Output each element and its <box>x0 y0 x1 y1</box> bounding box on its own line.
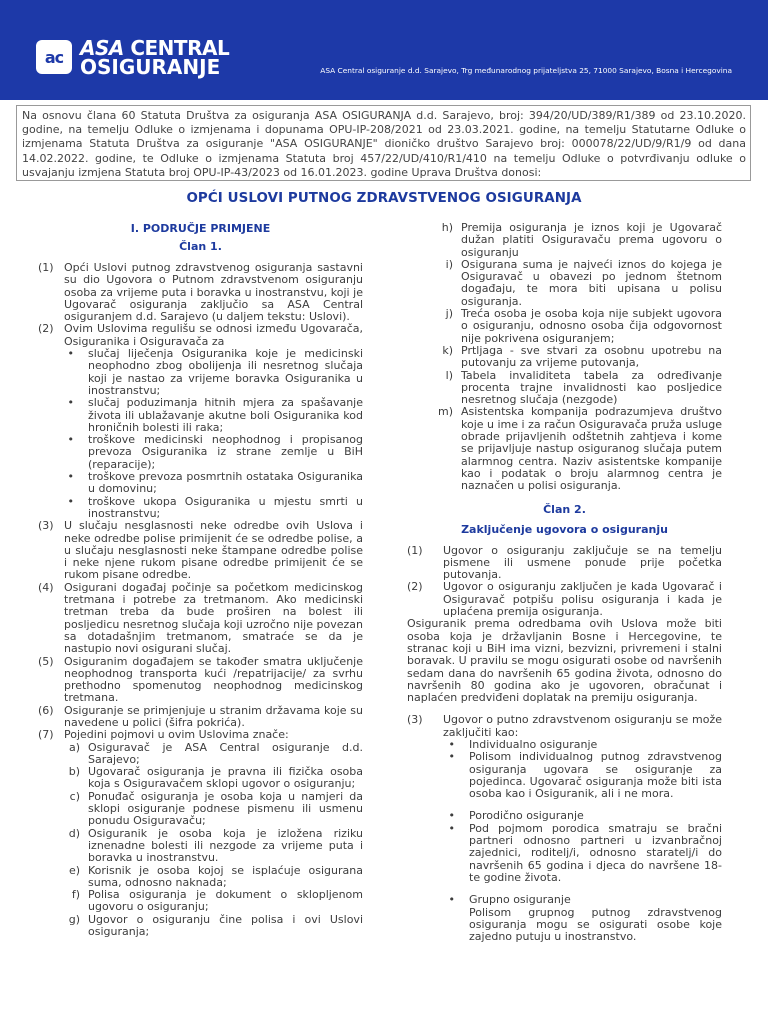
header-banner <box>0 0 768 100</box>
article-heading: Član 2. <box>543 502 586 516</box>
paragraph-4 <box>38 582 363 656</box>
definition-item <box>38 865 363 890</box>
paragraph-number: (6) <box>38 703 54 717</box>
right-column <box>407 222 722 943</box>
bullet-text: troškove ukopa Osiguranika u mjestu smrti u inostranstvu; <box>88 494 363 520</box>
definition-letter: h) <box>441 221 453 234</box>
bullet-text: troškove prevoza posmrtnih ostataka Osiguranika u domovinu; <box>88 470 363 496</box>
bullet-icon: • <box>67 347 74 361</box>
definition-item <box>38 791 363 828</box>
definition-letter: i) <box>445 257 453 271</box>
eligibility-paragraph: Osiguranik prema odredbama ovih Uslova može biti osoba koja je državljanin Bosne i Hercegovine, te stranac koji u BiH ima vizni, bezvizni, privremeni i stalni boravak. U pravilu se mogu osigurati osobe od navršenih sedam dana do navršenih 65 godina života, odnosno do navršenih 80 godina ako je ugovoren, obračunat i naplaćen predviđeni doplatak na premiju osiguranja. <box>407 617 722 705</box>
paragraph-3 <box>38 520 363 581</box>
paragraph-2 <box>38 323 363 348</box>
left-column <box>38 222 363 938</box>
paragraph-text: U slučaju nesglasnosti neke odredbe ovih Uslova i neke odredbe polise primijenit će se odredbe polise, a u slučaju nesglasnosti neke štampane odredbe polise i neke njene rukom pisane odredbe primijenit će se rukom pisane odredbe. <box>64 519 363 582</box>
logo-mark: ac <box>44 47 64 67</box>
definition-letter: c) <box>69 789 80 803</box>
definition-letter: f) <box>71 888 80 902</box>
bullet-text: Porodično osiguranje <box>469 809 584 823</box>
paragraph-number: (4) <box>38 580 54 594</box>
list-item <box>38 434 363 471</box>
bullet-icon: • <box>67 396 74 410</box>
definition-text: Ponuđač osiguranja je osoba koja u namjeri da sklopi osiguranje podnese pismenu ili usmenu ponudu Osiguravaču; <box>88 789 363 828</box>
bullet-text: Grupno osiguranje <box>469 893 571 907</box>
definition-text: Prtljaga - sve stvari za osobnu upotrebu na putovanju za vrijeme putovanja, <box>461 343 722 370</box>
bullet-icon: • <box>67 470 74 484</box>
definition-item <box>407 406 722 492</box>
definition-item <box>38 742 363 767</box>
bullet-text: Individualno osiguranje <box>469 737 598 751</box>
bullet-icon: • <box>448 893 455 907</box>
group-insurance-text: Polisom grupnog putnog zdravstvenog osiguranja mogu se osigurati osobe koje zajedno putuju u inostranstvo. <box>469 905 722 944</box>
paragraph-number: (5) <box>38 654 54 668</box>
bullet-text: slučaj liječenja Osiguranika koje je medicinski neophodno zbog obolijenja ili nesretnog slučaja koji je nastao za vrijeme boravka Osiguranika u inostranstvu; <box>88 347 363 397</box>
definition-text: Treća osoba je osoba koja nije subjekt ugovora o osiguranju, odnosno osoba čija odgovornost nije pokrivena osiguranjem; <box>461 307 722 345</box>
paragraph-text: Pojedini pojmovi u ovim Uslovima znače: <box>64 728 289 742</box>
bullet-text: Pod pojmom porodica smatraju se bračni partneri odnosno partneri u izvanbračnoj zajednici, roditelj/i, odnosno staratelj/i do navršenih 65 godina i djeca do navršene 18-te godine života. <box>469 821 722 884</box>
paragraph-text: Opći Uslovi putnog zdravstvenog osiguranja sastavni su dio Ugovora o Putnom zdravstvenom osiguranju osoba za vrijeme puta i boravka u inostranstvu, koji je Ugovarač osiguranja zaključio sa ASA Central osiguranjem d.d. Sarajevo (u daljem tekstu: Uslovi). <box>64 261 363 324</box>
bullet-icon: • <box>448 750 455 764</box>
bullet-icon: • <box>448 821 455 835</box>
paragraph-text: Ovim Uslovima regulišu se odnosi između Ugovarača, Osiguranika i Osiguravača za <box>64 322 363 348</box>
definition-item <box>407 308 722 345</box>
paragraph-number: (3) <box>38 519 54 533</box>
paragraph-text: Ugovor o putno zdravstvenom osiguranju se može zaključiti kao: <box>443 713 722 739</box>
paragraph-5 <box>38 656 363 705</box>
definition-letter: m) <box>437 405 453 419</box>
paragraph-1 <box>38 262 363 323</box>
brand-asa: ASA <box>80 36 124 60</box>
definition-item <box>38 828 363 865</box>
definition-text: Asistentska kompanija podrazumjeva društvo koje u ime i za račun Osiguravača pruža usluge obrade prijavljenih odštetnih zahtjeva i kome se prijavljuje nastup osiguranog slučaja putem alarmnog centra. Naziv asistentske kompanije kao i podatak o broju alarmnog centra je naznačen u polisi osiguranja. <box>461 405 723 493</box>
definition-text: Osiguravač je ASA Central osiguranje d.d. Sarajevo; <box>88 740 363 766</box>
bullet-icon: • <box>448 809 455 823</box>
paragraph-number: (3) <box>407 713 423 727</box>
definition-item <box>407 370 722 407</box>
paragraph-1 <box>407 545 722 582</box>
bullet-text: troškove medicinski neophodnog i propisanog prevoza Osiguranika iz strane zemlje u BiH (reparacije); <box>88 433 363 471</box>
definition-letter: k) <box>442 343 453 357</box>
definition-letter: a) <box>68 740 80 754</box>
paragraph-text: Ugovor o osiguranju zaključuje se na temelju pismene ili usmene ponude prije početka putovanja. <box>443 543 722 582</box>
bullet-icon: • <box>67 433 74 447</box>
definition-item <box>38 914 363 939</box>
bullet-icon: • <box>448 737 455 751</box>
company-address: ASA Central osiguranje d.d. Sarajevo, Trg međunarodnog prijateljstva 25, 71000 Sarajevo, Bosna i Hercegovina <box>320 66 732 75</box>
brand-central: CENTRAL <box>130 36 230 60</box>
definition-text: Ugovor o osiguranju čine polisa i ovi Uslovi osiguranja; <box>88 912 363 939</box>
paragraph-number: (1) <box>407 543 423 557</box>
paragraph-text: Osigurani događaj počinje sa početkom medicinskog tretmana i potrebe za tretmanom. Ako medicinski tretman treba da bude proširen na bolest ili posljedicu nesretnog slučaja koji uzročno nije povezan sa dotadašnjim tretmanom, smatraće se da je nastupio novi osigurani slučaj. <box>64 580 363 656</box>
definition-text: Tabela invaliditeta tabela za određivanje procenta trajne invalidnosti kao posljedice nesretnog slučaja (nezgode) <box>461 368 722 407</box>
definition-text: Osiguranik je osoba koja je izložena riziku iznenadne bolesti ili nezgode za vrijeme puta i boravka u inostranstvu. <box>88 826 363 865</box>
definition-item <box>38 889 363 914</box>
bullet-icon: • <box>67 494 74 508</box>
definition-letter: l) <box>445 368 453 382</box>
paragraph-text: Osiguranje se primjenjuje u stranim državama koje su navedene u polici (šifra pokrića). <box>64 703 363 729</box>
definition-text: Ugovarač osiguranja je pravna ili fizička osoba koja s Osiguravačem sklopi ugovor o osiguranju; <box>88 765 363 791</box>
definition-item <box>407 345 722 370</box>
list-item <box>38 397 363 434</box>
list-item <box>38 496 363 521</box>
definition-text: Premija osiguranja je iznos koji je Ugovarač dužan platiti Osiguravaču prema ugovoru o osiguranju <box>461 221 722 259</box>
list-item <box>407 810 722 822</box>
brand-subtitle: OSIGURANJE <box>80 55 221 79</box>
list-item <box>407 751 722 800</box>
bullet-text: slučaj poduzimanja hitnih mjera za spašavanje života ili ublažavanje akutne boli Osiguranika kod hroničnih bolesti ili raka; <box>88 396 363 434</box>
section-heading: I. PODRUČJE PRIMJENE <box>130 222 271 235</box>
definition-text: Polisa osiguranja je dokument o sklopljenom ugovoru o osiguranju; <box>88 888 363 914</box>
list-item <box>407 894 722 906</box>
paragraph-number: (7) <box>38 728 54 742</box>
paragraph-3 <box>407 714 722 739</box>
paragraph-text: Ugovor o osiguranju zaključen je kada Ugovarač i Osiguravač potpišu polisu osiguranja i kada je uplaćena premija osiguranja. <box>443 580 722 619</box>
company-logo-icon <box>36 40 72 74</box>
page-title: OPĆI USLOVI PUTNOG ZDRAVSTVENOG OSIGURANJA <box>186 191 582 206</box>
paragraph-2 <box>407 581 722 618</box>
definition-text: Korisnik je osoba kojoj se isplaćuje osigurana suma, odnosno naknada; <box>88 863 363 889</box>
paragraph-number: (1) <box>38 261 54 274</box>
section-heading: Zaključenje ugovora o osiguranju <box>461 522 668 536</box>
definition-item <box>407 222 722 259</box>
bullet-text: Polisom individualnog putnog zdravstvenog osiguranja ugovara se osiguranje za pojedinca. Ugovarač osiguranja može biti ista osoba kao i Osiguranik, ali i ne mora. <box>469 750 722 801</box>
definition-item <box>407 259 722 308</box>
definition-letter: d) <box>68 826 80 840</box>
paragraph-text: Osiguranim događajem se također smatra uključenje neophodnog transporta kući /repatrijacije/ za svrhu prethodno spomenutog neophodnog medicinskog tretmana. <box>64 654 363 705</box>
definition-text: Osigurana suma je najveći iznos do kojega je Osiguravač u obavezi po jednom štetnom događaju, te mora biti upisana u polisu osiguranja. <box>461 257 722 308</box>
paragraph-number: (2) <box>38 322 54 336</box>
paragraph-number: (2) <box>407 580 423 594</box>
intro-box: Na osnovu člana 60 Statuta Društva za osiguranja ASA OSIGURANJA d.d. Sarajevo, broj: 394/20/UD/389/R1/389 od 23.10.2020. godine, na temelju Odluke o izmjenama i dopunama OPU-IP-208/2021 od 23.03.2021. godine, na temelju Statutarne Odluke o izmjenama Statuta Društva za osiguranje "ASA OSIGURANJE" dioničko društvo Sarajevo broj: 000078/22/UD/9/R1/9 od dana 14.02.2022. godine, te Odluke o izmjenama Statuta broj 457/22/UD/410/R1/410 na temelju Odluke o potvrđivanju odluke o usvajanju izmjena Statuta broj OPU-IP-43/2023 od 16.01.2023. godine Uprava Društva donosi: <box>16 105 751 181</box>
definition-item <box>38 766 363 791</box>
list-item <box>407 823 722 884</box>
definition-letter: g) <box>68 912 80 926</box>
article-heading: Član 1. <box>179 240 222 253</box>
paragraph-6 <box>38 705 363 730</box>
definition-letter: e) <box>68 863 80 877</box>
definition-letter: b) <box>68 765 80 779</box>
paragraph-7 <box>38 729 363 741</box>
list-item <box>38 348 363 397</box>
definition-letter: j) <box>445 307 453 321</box>
list-item <box>38 471 363 496</box>
